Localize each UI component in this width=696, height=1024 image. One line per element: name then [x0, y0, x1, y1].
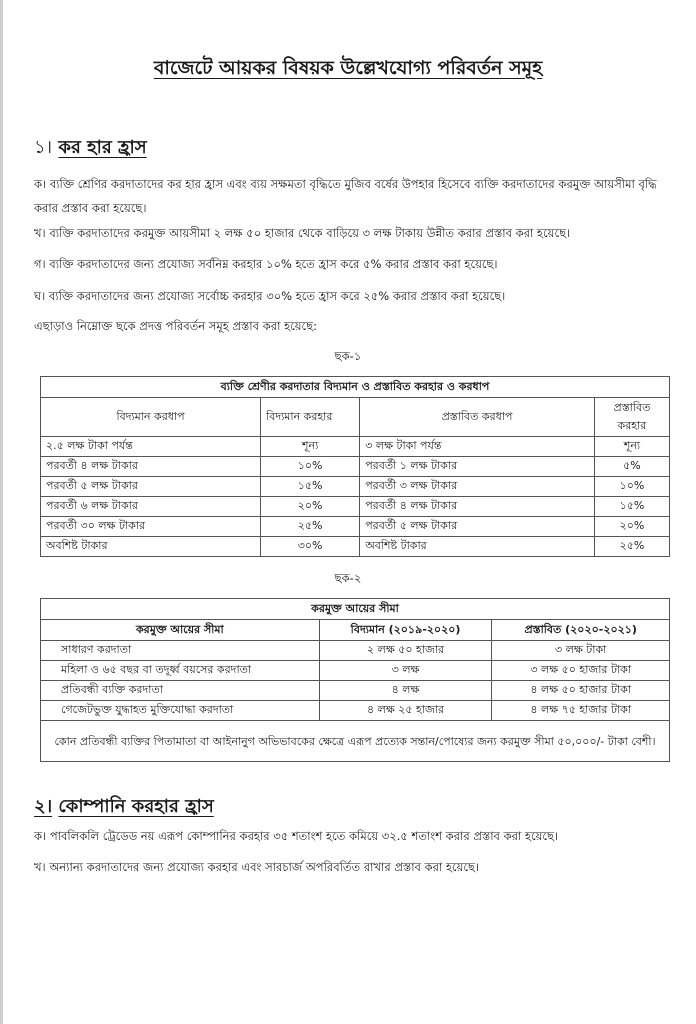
existing-rate: ২৫% — [261, 517, 360, 537]
section-1-point-ga: গ। ব্যক্তি করদাতাদের জন্য প্রযোজ্য সর্বনিম্ন করহার ১০% হতে হ্রাস করে ৫% করার প্রস্তাব করা হয়েছে। — [34, 257, 498, 271]
section-1-point-ka: ক। ব্যক্তি শ্রেণির করদাতাদের কর হার হ্রাস এবং ব্যয় সক্ষমতা বৃদ্ধিতে মুজিব বর্ষের উপহার হিসেবে ব্যক্তি করদাতাদের করমুক্ত আয়সীমা বৃদ্ধি করার প্রস্তাব করা হয়েছে। — [34, 177, 657, 215]
table-1-caption: ব্যক্তি শ্রেণীর করদাতার বিদ্যমান ও প্রস্তাবিত করহার ও করধাপ — [41, 377, 670, 398]
existing-slab: পরবর্তী ৩০ লক্ষ টাকার — [41, 517, 261, 537]
proposed-rate: ১৫% — [594, 497, 669, 517]
table-row — [41, 437, 670, 457]
proposed-slab: পরবর্তী ৪ লক্ষ টাকার — [360, 497, 595, 517]
table-row — [41, 537, 670, 557]
header-proposed-rate: প্রস্তাবিত করহার — [594, 398, 669, 437]
existing-limit: ৪ লক্ষ ২৫ হাজার — [319, 701, 492, 721]
proposed-limit: ৪ লক্ষ ৫০ হাজার টাকা — [492, 681, 670, 701]
section-2-heading — [34, 792, 214, 823]
proposed-slab: অবশিষ্ট টাকার — [360, 537, 595, 557]
taxpayer-category: গেজেটভুক্ত যুদ্ধাহত মুক্তিযোদ্ধা করদাতা — [41, 701, 320, 721]
table-row — [41, 681, 670, 701]
table-row — [41, 701, 670, 721]
table-row — [41, 661, 670, 681]
table-2-caption: করমুক্ত আয়ের সীমা — [41, 599, 670, 620]
existing-rate: ১০% — [261, 457, 360, 477]
existing-rate: ২০% — [261, 497, 360, 517]
header-proposed: প্রস্তাবিত (২০২০-২০২১) — [492, 620, 670, 641]
table-row — [41, 497, 670, 517]
section-2-number: ২। — [34, 796, 53, 817]
proposed-rate: ২৫% — [594, 537, 669, 557]
proposed-slab: ৩ লক্ষ টাকা পর্যন্ত — [360, 437, 595, 457]
section-1-intro: এছাড়াও নিম্নোক্ত ছকে প্রদত্ত পরিবর্তন সমূহ প্রস্তাব করা হয়েছে: — [34, 319, 317, 333]
existing-slab: অবশিষ্ট টাকার — [41, 537, 261, 557]
section-1-heading — [34, 133, 147, 164]
proposed-limit: ৩ লক্ষ ৫০ হাজার টাকা — [492, 661, 670, 681]
table-2-note: কোন প্রতিবন্ধী ব্যক্তির পিতামাতা বা আইনানুগ অভিভাবকের ক্ষেত্রে এরূপ প্রত্যেক সন্তান/পোষ্যের জন্য করমুক্ত সীমা ৫০,০০০/- টাকা বেশী। — [41, 721, 670, 762]
existing-rate: ১৫% — [261, 477, 360, 497]
document-title — [0, 54, 696, 86]
section-2-point-ka: ক। পাবলিকলি ট্রেডেড নয় এরূপ কোম্পানির করহার ৩৫ শতাংশ হতে কমিয়ে ৩২.৫ শতাংশ করার প্রস্তাব করা হয়েছে। — [34, 829, 559, 843]
table-row — [41, 457, 670, 477]
table-row — [41, 517, 670, 537]
existing-slab: ২.৫ লক্ষ টাকা পর্যন্ত — [41, 437, 261, 457]
header-proposed-slab: প্রস্তাবিত করধাপ — [360, 398, 595, 437]
proposed-rate: শূন্য — [594, 437, 669, 457]
table-2-label: ছক-২ — [334, 571, 362, 585]
tax-rate-table — [40, 376, 670, 557]
taxpayer-category: মহিলা ও ৬৫ বছর বা তদূর্ধ্ব বয়সের করদাতা — [41, 661, 320, 681]
existing-limit: ২ লক্ষ ৫০ হাজার — [319, 641, 492, 661]
proposed-limit: ৪ লক্ষ ৭৫ হাজার টাকা — [492, 701, 670, 721]
section-1-title: কর হার হ্রাস — [58, 137, 147, 158]
table-1-label: ছক-১ — [334, 349, 362, 363]
existing-slab: পরবর্তী ৪ লক্ষ টাকার — [41, 457, 261, 477]
existing-slab: পরবর্তী ৬ লক্ষ টাকার — [41, 497, 261, 517]
header-existing: বিদ্যমান (২০১৯-২০২০) — [319, 620, 492, 641]
proposed-slab: পরবর্তী ৩ লক্ষ টাকার — [360, 477, 595, 497]
proposed-slab: পরবর্তী ১ লক্ষ টাকার — [360, 457, 595, 477]
existing-limit: ৩ লক্ষ — [319, 661, 492, 681]
proposed-rate: ৫% — [594, 457, 669, 477]
section-2-point-kha: খ। অন্যান্য করদাতাদের জন্য প্রযোজ্য করহার এবং সারচার্জ অপরিবর্তিত রাখার প্রস্তাব করা হয়েছে। — [34, 860, 480, 874]
section-1-number: ১। — [34, 137, 53, 158]
table-row — [41, 641, 670, 661]
page-edge — [0, 0, 3, 1024]
proposed-rate: ১০% — [594, 477, 669, 497]
proposed-rate: ২০% — [594, 517, 669, 537]
existing-rate: ৩০% — [261, 537, 360, 557]
section-2-title: কোম্পানি করহার হ্রাস — [58, 796, 214, 817]
existing-slab: পরবর্তী ৫ লক্ষ টাকার — [41, 477, 261, 497]
tax-free-limit-table — [40, 598, 670, 762]
header-category: করমুক্ত আয়ের সীমা — [41, 620, 320, 641]
proposed-slab: পরবর্তী ৫ লক্ষ টাকার — [360, 517, 595, 537]
taxpayer-category: প্রতিবন্ধী ব্যক্তি করদাতা — [41, 681, 320, 701]
header-existing-rate: বিদ্যমান করহার — [261, 398, 360, 437]
table-row — [41, 477, 670, 497]
proposed-limit: ৩ লক্ষ টাকা — [492, 641, 670, 661]
existing-limit: ৪ লক্ষ — [319, 681, 492, 701]
section-1-point-gha: ঘ। ব্যক্তি করদাতাদের জন্য প্রযোজ্য সর্বোচ্চ করহার ৩০% হতে হ্রাস করে ২৫% করার প্রস্তাব করা হয়েছে। — [34, 289, 506, 303]
header-existing-slab: বিদ্যমান করধাপ — [41, 398, 261, 437]
section-1-point-kha: খ। ব্যক্তি করদাতাদের করমুক্ত আয়সীমা ২ লক্ষ ৫০ হাজার থেকে বাড়িয়ে ৩ লক্ষ টাকায় উন্নীত করার প্রস্তাব করা হয়েছে। — [34, 226, 571, 240]
document-title-text: বাজেটে আয়কর বিষয়ক উল্লেখযোগ্য পরিবর্তন সমূহ — [153, 57, 543, 79]
taxpayer-category: সাধারণ করদাতা — [41, 641, 320, 661]
existing-rate: শূন্য — [261, 437, 360, 457]
